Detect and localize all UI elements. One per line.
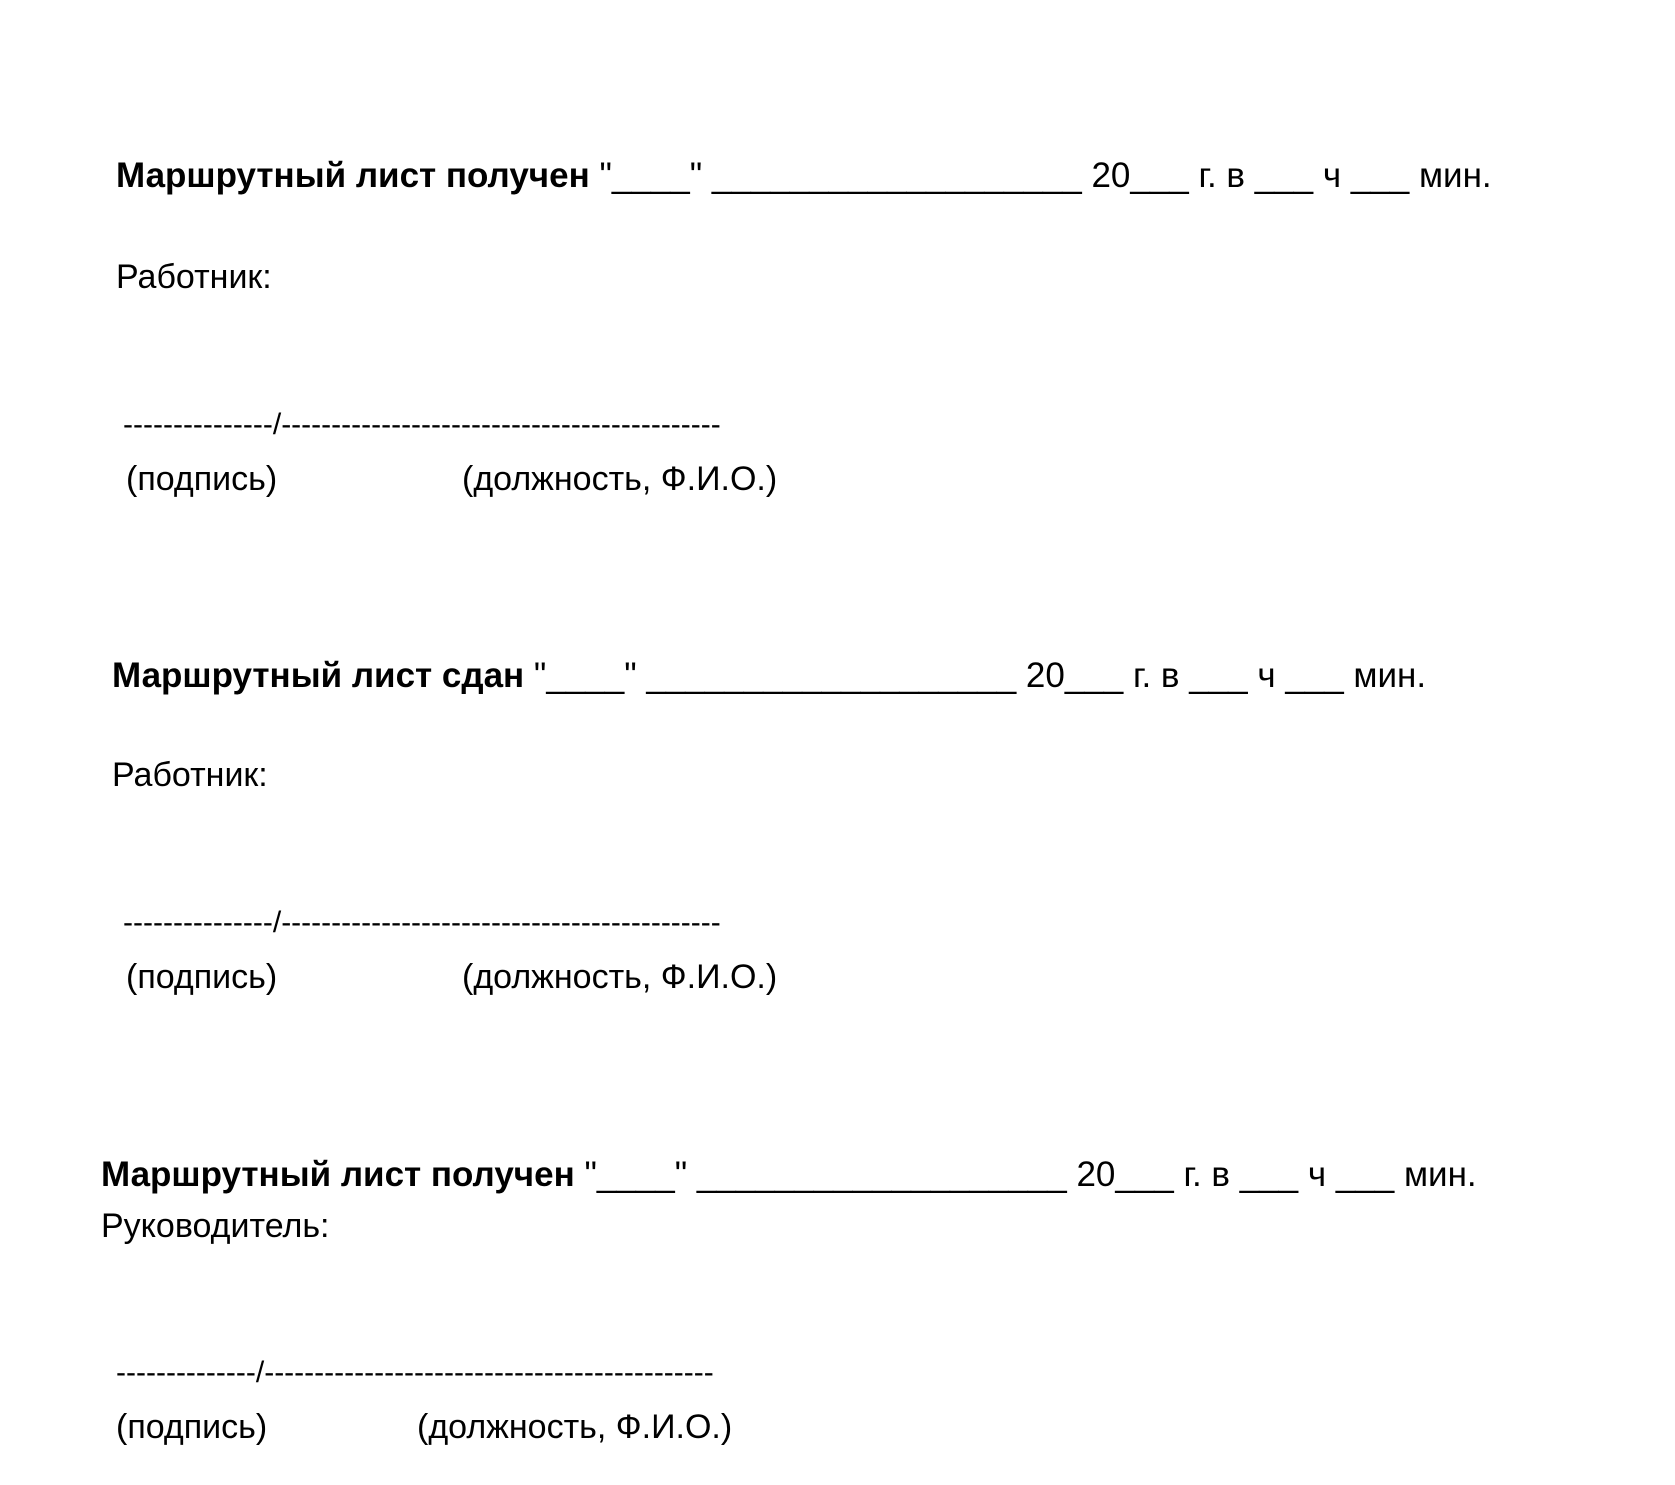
section-2-caption-signature: (подпись): [126, 958, 278, 996]
section-1-heading-title: Маршрутный лист получен: [116, 156, 590, 195]
section-2-caption-position: (должность, Ф.И.О.): [462, 958, 778, 996]
section-2-signature-line: ---------------/--------------------------------------------: [123, 906, 721, 939]
section-1-caption-position: (должность, Ф.И.О.): [462, 460, 778, 498]
section-2-role-label: Работник:: [112, 756, 268, 794]
section-3-caption-position: (должность, Ф.И.О.): [417, 1408, 733, 1446]
section-2-heading-fields: "____" ___________________ 20___ г. в ___ ч ___ мин.: [524, 656, 1427, 695]
section-3-heading: [101, 1157, 1477, 1192]
section-3-heading-fields: "____" ___________________ 20___ г. в ___ ч ___ мин.: [574, 1155, 1477, 1194]
section-2-heading: [112, 658, 1426, 693]
section-3-role-label: Руководитель:: [101, 1207, 330, 1245]
section-1-heading: [116, 158, 1492, 193]
section-1-heading-fields: "____" ___________________ 20___ г. в ___ ч ___ мин.: [589, 156, 1492, 195]
section-3-heading-title: Маршрутный лист получен: [101, 1155, 575, 1194]
section-3-caption-signature: (подпись): [116, 1408, 268, 1446]
section-2-heading-title: Маршрутный лист сдан: [112, 656, 525, 695]
section-1-signature-line: ---------------/--------------------------------------------: [123, 408, 721, 441]
section-3-signature-line: --------------/---------------------------------------------: [116, 1356, 714, 1389]
section-1-role-label: Работник:: [116, 258, 272, 296]
section-1-caption-signature: (подпись): [126, 460, 278, 498]
